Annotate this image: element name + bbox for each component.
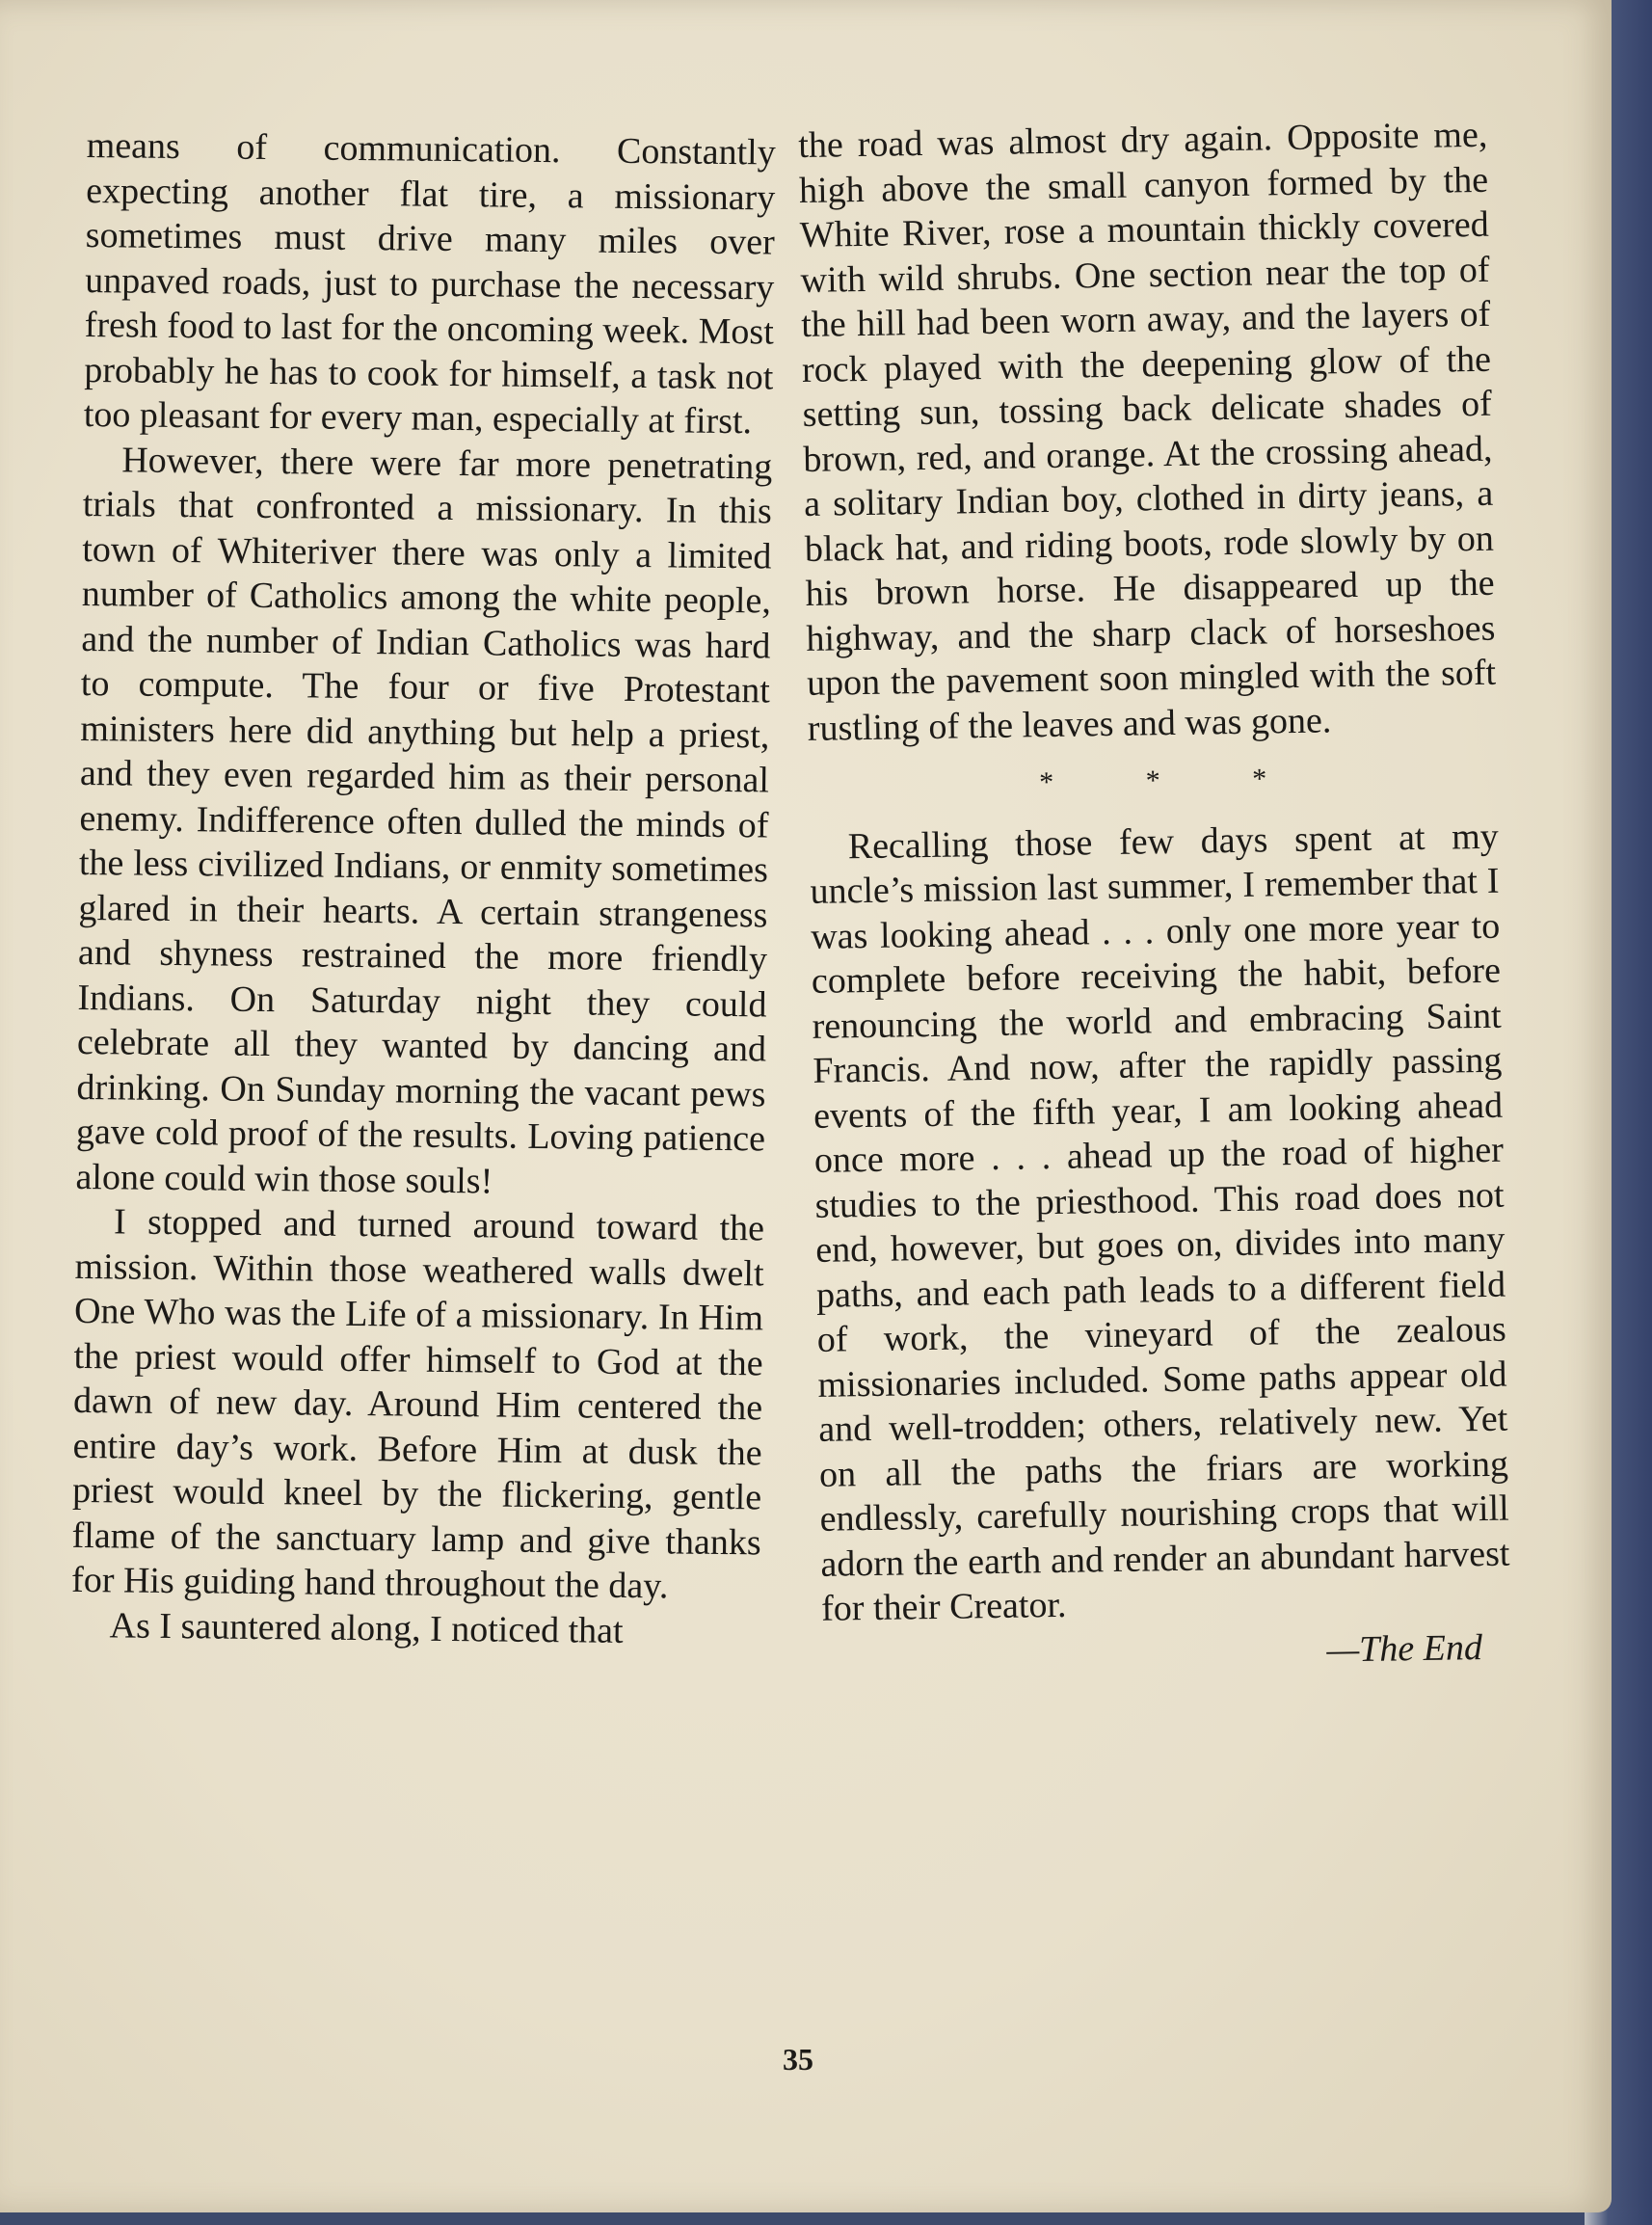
section-separator bbox=[808, 740, 1498, 825]
paragraph: As I sauntered along, I noticed that bbox=[109, 1604, 624, 1651]
paragraph: means of communication. Constantly expecting another flat tire, a missionary sometimes must drive many miles over unpaved roads, just to purchase the necessary fresh food to last for the oncoming week. Most probably he has to cook for himself, a task not too pleasant for every man, especially at first. bbox=[83, 124, 776, 442]
paragraph: However, there were far more penetrating trials that confronted a missionary. In this town of Whiteriver there was only a limited number of Catholics among the white people, and the number of Indian Catholics was hard to compute. The four or five Protestant ministers here did anything but help a priest, and they even regarded him as their personal enemy. Indifference often dulled the minds of the less civilized Indians, or enmity sometimes glared in their hearts. A certain strangeness and shyness restrained the more friendly Indians. On Saturday night they could celebrate all they wanted by dancing and drinking. On Sunday morning the vacant pews gave cold proof of the results. Loving patience alone could win those souls! bbox=[75, 439, 773, 1201]
asterisk-ornament: * bbox=[1251, 763, 1267, 795]
left-column bbox=[70, 123, 776, 1654]
end-signature: —The End bbox=[1326, 1626, 1483, 1671]
page-number: 35 bbox=[783, 2042, 813, 2077]
paragraph: the road was almost dry again. Opposite me, high above the small canyon formed by the White River, rose a mountain thickly covered with wild shrubs. One section near the top of the hill had been worn away, and the layers of rock played with the deepening glow of the setting sun, tossing back delicate shades of brown, red, and orange. At the crossing ahead, a solitary Indian boy, clothed in dirty jeans, a black hat, and riding boots, rode slowly by on his brown horse. He disappeared up the highway, and the sharp clack of horseshoes upon the pavement soon mingled with the soft rustling of the leaves and was gone. bbox=[798, 114, 1497, 749]
asterisk-ornament: * bbox=[1145, 764, 1161, 797]
paragraph: I stopped and turned around toward the mission. Within those weathered walls dwelt One Who was the Life of a missionary. In Him the priest would offer himself to God at the dawn of new day. Around Him centered the entire day’s work. Before Him at dusk the priest would kneel by the flickering, gentle flame of the sanctuary lamp and give thanks for His guiding hand throughout the day. bbox=[70, 1201, 765, 1607]
paragraph: Recalling those few days spent at my uncle’s mission last summer, I remember that I was looking ahead . . . only one more year to complete before receiving the habit, before renouncing the world and embracing Saint Francis. And now, after the rapidly passing events of the fifth year, I am looking ahead once more . . . ahead up the road of higher studies to the priesthood. This road does not end, however, but goes on, divides into many paths, and each path leads to a different field of work, the vineyard of the zealous missionaries included. Some paths appear old and well-trodden; others, relatively new. Yet on all the paths the friars are working endlessly, carefully nourishing crops that will adorn the earth and render an abundant harvest for their Creator. bbox=[810, 816, 1510, 1629]
right-column bbox=[798, 113, 1511, 1680]
asterisk-ornament: * bbox=[1039, 765, 1054, 799]
